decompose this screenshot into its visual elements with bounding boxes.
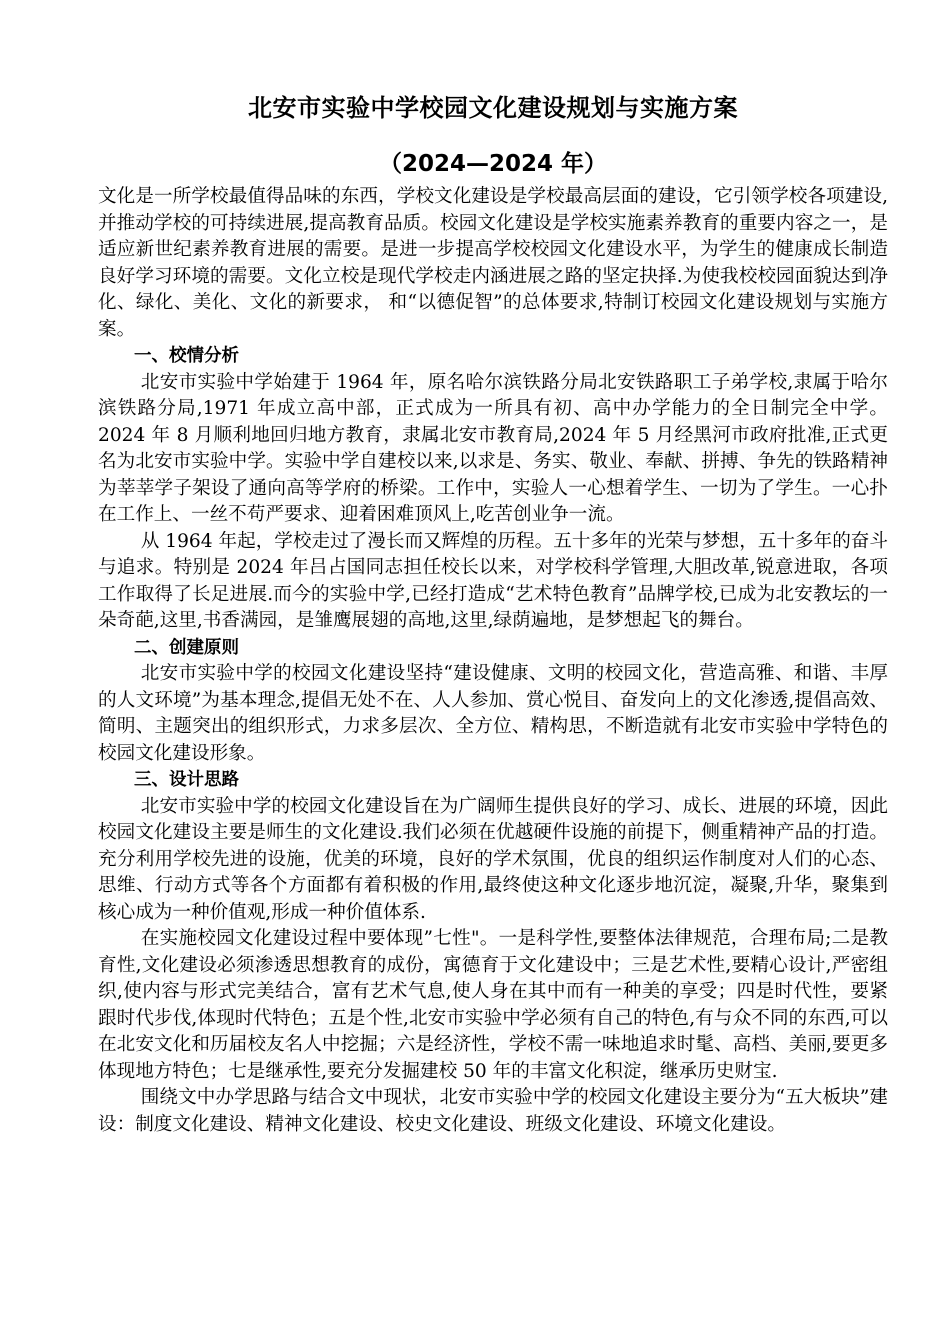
body-paragraph: 北安市实验中学始建于 1964 年，原名哈尔滨铁路分局北安铁路职工子弟学校,隶属于哈尔滨铁路分局,1971 年成立高中部，正式成为一所具有初、高中办学能力的全日制完全中学。2024 年 8 月顺利地回归地方教育，隶属北安市教育局,2024 年 5 月经黑河市政府批准,正式更名为北安市实验中学。实验中学自建校以来,以求是、务实、敬业、奉献、拼搏、争先的铁路精神为莘莘学子架设了通向高等学府的桥梁。工作中，实验人一心想着学生、一切为了学生。一心扑在工作上、一丝不苟严要求、迎着困难顶风上,吃苦创业争一流。 xyxy=(98,371,888,525)
section-heading-design-ideas: 三、设计思路 xyxy=(134,770,239,790)
body-paragraph: 北安市实验中学的校园文化建设旨在为广阔师生提供良好的学习、成长、进展的环境，因此校园文化建设主要是师生的文化建设.我们必须在优越硬件设施的前提下，侧重精神产品的打造。充分利用学校先进的设施，优美的环境，良好的学术氛围，优良的组织运作制度对人们的心态、思维、行动方式等各个方面都有着积极的作用,最终使这种文化逐步地沉淀，凝聚,升华，聚集到核心成为一种价值观,形成一种价值体系. xyxy=(98,795,888,923)
document-title: 北安市实验中学校园文化建设规划与实施方案 xyxy=(248,94,738,122)
section-heading-school-situation: 一、校情分析 xyxy=(134,346,239,366)
intro-paragraph: 文化是一所学校最值得品味的东西，学校文化建设是学校最高层面的建设，它引领学校各项建设,并推动学校的可持续进展,提高教育品质。校园文化建设是学校实施素养教育的重要内容之一，是适应新世纪素养教育进展的需要。是进一步提高学校校园文化建设水平，为学生的健康成长制造良好学习环境的需要。文化立校是现代学校走内涵进展之路的坚定抉择.为使我校校园面貌达到净化、绿化、美化、文化的新要求， 和“以德促智”的总体要求,特制订校园文化建设规划与实施方案。 xyxy=(98,186,888,340)
body-paragraph: 从 1964 年起，学校走过了漫长而又辉煌的历程。五十多年的光荣与梦想，五十多年的奋斗与追求。特别是 2024 年吕占国同志担任校长以来，对学校科学管理,大胆改革,锐意进取，各项工作取得了长足进展.而今的实验中学,已经打造成“艺术特色教育”品牌学校,已成为北安教坛的一朵奇葩,这里,书香满园，是雏鹰展翅的高地,这里,绿荫遍地，是梦想起飞的舞台。 xyxy=(98,530,888,631)
body-paragraph: 围绕文中办学思路与结合文中现状，北安市实验中学的校园文化建设主要分为“五大板块”建设：制度文化建设、精神文化建设、校史文化建设、班级文化建设、环境文化建设。 xyxy=(98,1087,888,1135)
document-page xyxy=(98,88,888,1138)
body-paragraph: 在实施校园文化建设过程中要体现”七性"。一是科学性,要整体法律规范，合理布局;二是教育性,文化建设必须渗透思想教育的成份，寓德育于文化建设中；三是艺术性,要精心设计,严密组织,使内容与形式完美结合，富有艺术气息,使人身在其中而有一种美的享受；四是时代性，要紧跟时代步伐,体现时代特色；五是个性,北安市实验中学必须有自己的特色,有与众不同的东西,可以在北安文化和历届校友名人中挖掘；六是经济性，学校不需一味地追求时髦、高档、美丽,要更多体现地方特色；七是继承性,要充分发掘建校 50 年的丰富文化积淀，继承历史财宝. xyxy=(98,928,888,1082)
section-heading-principles: 二、创建原则 xyxy=(134,637,239,658)
document-subtitle: （2024—2024 年） xyxy=(378,151,608,177)
body-paragraph: 北安市实验中学的校园文化建设坚持“建设健康、文明的校园文化，营造高雅、和谐、丰厚的人文环境”为基本理念,提倡无处不在、人人参加、赏心悦目、奋发向上的文化渗透,提倡高效、简明、主题突出的组织形式，力求多层次、全方位、精构思，不断造就有北安市实验中学特色的校园文化建设形象。 xyxy=(98,663,888,764)
